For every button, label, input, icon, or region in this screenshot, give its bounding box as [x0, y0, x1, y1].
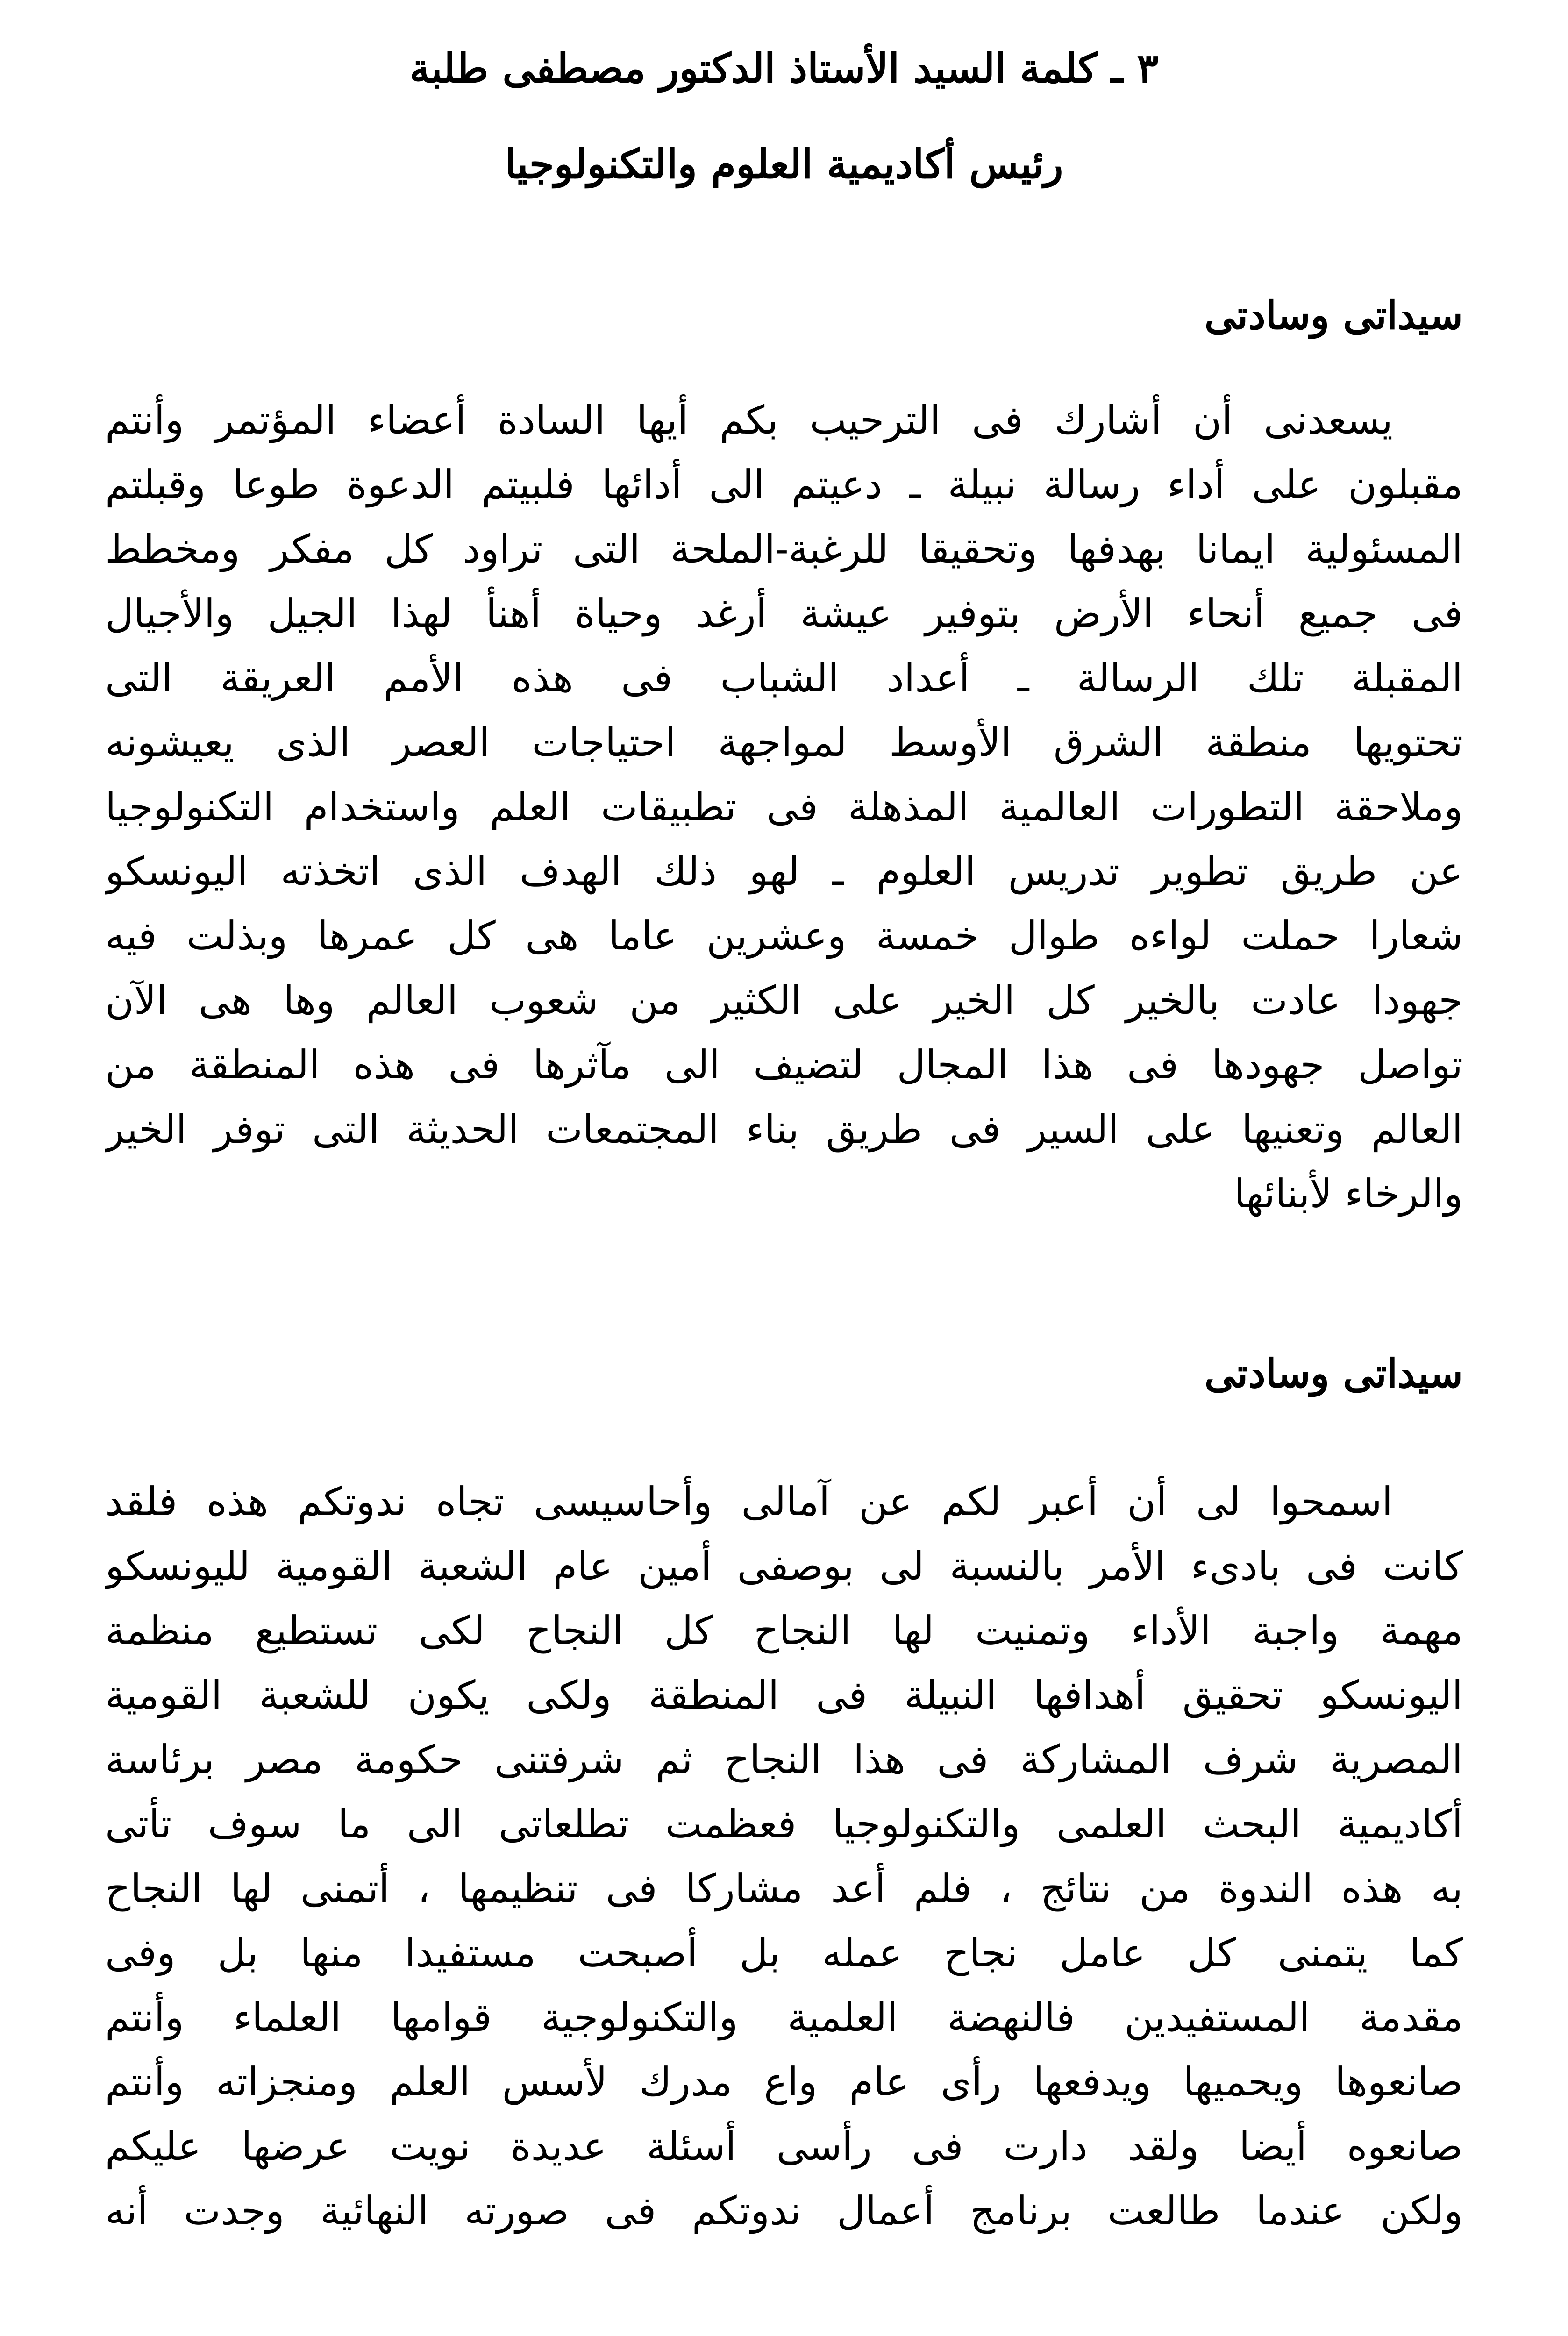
- paragraph-line: وملاحقة التطورات العالمية المذهلة فى تطبيقات العلم واستخدام التكنولوجيا: [105, 784, 1463, 830]
- paragraph-line: به هذه الندوة من نتائج ، فلم أعد مشاركا فى تنظيمها ، أتمنى لها النجاح: [105, 1866, 1463, 1911]
- paragraph-line: اسمحوا لى أن أعبر لكم عن آمالى وأحاسيسى تجاه ندوتكم هذه فلقد: [105, 1479, 1393, 1524]
- paragraph-line: فى جميع أنحاء الأرض بتوفير عيشة أرغد وحياة أهنأ لهذا الجيل والأجيال: [105, 591, 1463, 636]
- paragraph-line: تواصل جهودها فى هذا المجال لتضيف الى مآثرها فى هذه المنطقة من: [105, 1042, 1463, 1088]
- paragraph-line: مقبلون على أداء رسالة نبيلة ـ دعيتم الى أدائها فلبيتم الدعوة طوعا وقبلتم: [105, 462, 1463, 507]
- paragraph-line: شعارا حملت لواءه طوال خمسة وعشرين عاما هى كل عمرها وبذلت فيه: [105, 913, 1463, 959]
- paragraph-line: مهمة واجبة الأداء وتمنيت لها النجاح كل النجاح لكى تستطيع منظمة: [105, 1608, 1463, 1653]
- paragraph-line: جهودا عادت بالخير كل الخير على الكثير من شعوب العالم وها هى الآن: [105, 977, 1463, 1023]
- paragraph-line: صانعوها ويحميها ويدفعها رأى عام واع مدرك لأسس العلم ومنجزاته وأنتم: [105, 2059, 1463, 2105]
- paragraph-line: أكاديمية البحث العلمى والتكنولوجيا فعظمت تطلعاتى الى ما سوف تأتى: [105, 1801, 1463, 1847]
- paragraph: [105, 1469, 1463, 2243]
- paragraph-line: ولكن عندما طالعت برنامج أعمال ندوتكم فى صورته النهائية وجدت أنه: [105, 2188, 1463, 2234]
- paragraph-line: صانعوه أيضا ولقد دارت فى رأسى أسئلة عديدة نويت عرضها عليكم: [105, 2123, 1463, 2169]
- title-line-2: رئيس أكاديمية العلوم والتكنولوجيا: [505, 141, 1063, 188]
- paragraph-line: تحتويها منطقة الشرق الأوسط لمواجهة احتياجات العصر الذى يعيشونه: [105, 719, 1463, 765]
- paragraph-line: اليونسكو تحقيق أهدافها النبيلة فى المنطقة ولكى يكون للشعبة القومية: [105, 1672, 1463, 1718]
- paragraph-line: والرخاء لأبنائها: [1234, 1171, 1463, 1217]
- section-heading: سيداتى وسادتى: [1204, 1350, 1463, 1396]
- paragraph-line: كما يتمنى كل عامل نجاح عمله بل أصبحت مستفيدا منها بل وفى: [105, 1930, 1463, 1976]
- paragraph: [105, 388, 1463, 1226]
- paragraph-line: عن طريق تطوير تدريس العلوم ـ لهو ذلك الهدف الذى اتخذته اليونسكو: [105, 848, 1463, 894]
- paragraph-line: كانت فى بادىء الأمر بالنسبة لى بوصفى أمين عام الشعبة القومية لليونسكو: [105, 1543, 1463, 1589]
- paragraph-line: العالم وتعنيها على السير فى طريق بناء المجتمعات الحديثة التى توفر الخير: [105, 1106, 1463, 1152]
- paragraph-line: مقدمة المستفيدين فالنهضة العلمية والتكنولوجية قوامها العلماء وأنتم: [105, 1994, 1463, 2040]
- paragraph-line: المقبلة تلك الرسالة ـ أعداد الشباب فى هذه الأمم العريقة التى: [105, 655, 1463, 701]
- paragraph-line: المصرية شرف المشاركة فى هذا النجاح ثم شرفتنى حكومة مصر برئاسة: [105, 1737, 1463, 1782]
- paragraph-line: المسئولية ايمانا بهدفها وتحقيقا للرغبة-الملحة التى تراود كل مفكر ومخطط: [105, 526, 1463, 572]
- paragraph-line: يسعدنى أن أشارك فى الترحيب بكم أيها السادة أعضاء المؤتمر وأنتم: [105, 397, 1393, 443]
- title-line-1: ٣ ـ كلمة السيد الأستاذ الدكتور مصطفى طلبة: [409, 45, 1159, 92]
- section-heading: سيداتى وسادتى: [1204, 292, 1463, 338]
